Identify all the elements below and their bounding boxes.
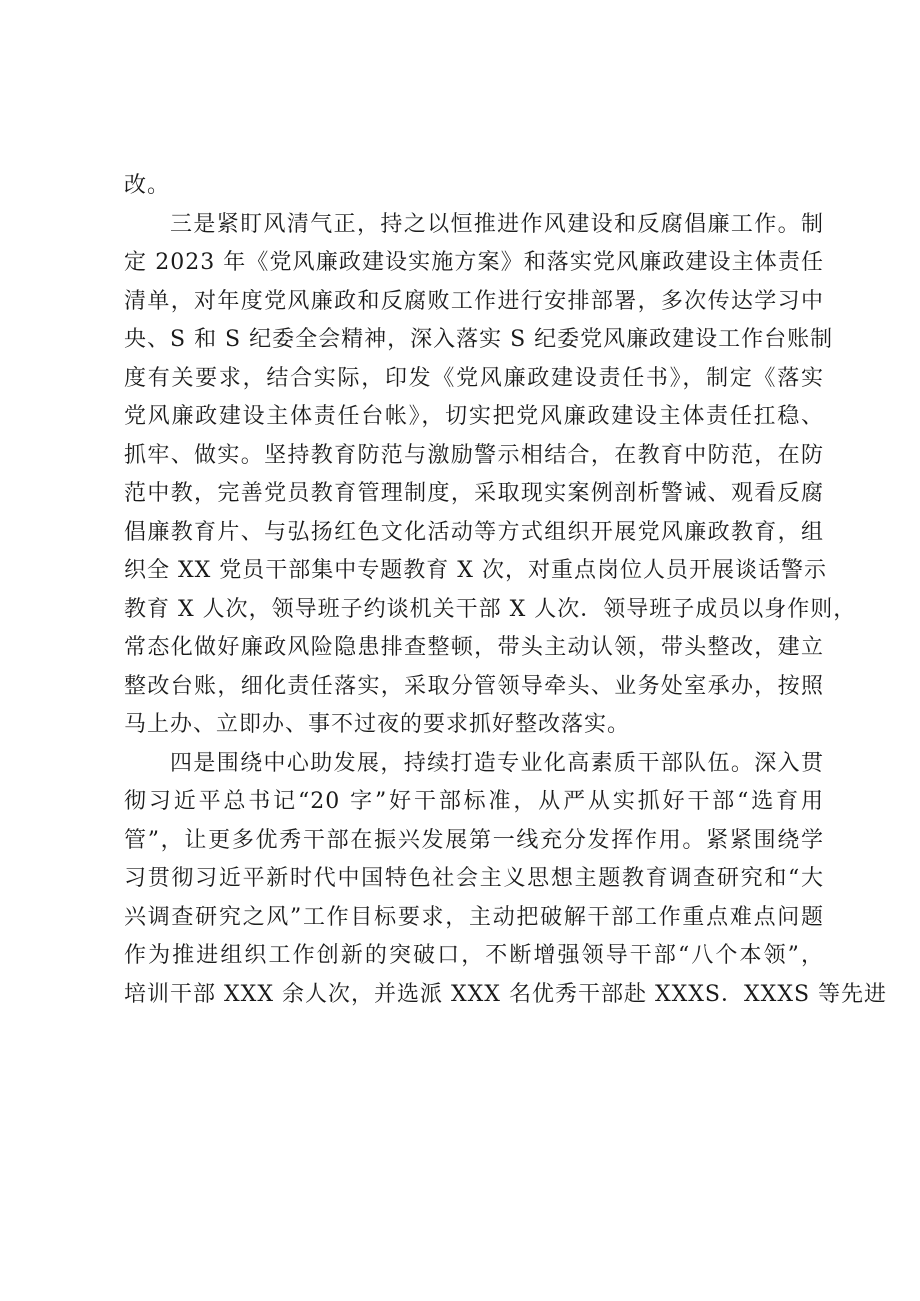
- text-line: 党风廉政建设主体责任台帐》，切实把党风廉政建设主体责任扛稳、: [124, 404, 824, 429]
- text-line: 清单，对年度党风廉政和反腐败工作进行安排部署，多次传达学习中: [124, 288, 824, 314]
- text-line: 培训干部 XXX 余人次，并选派 XXX 名优秀干部赴 XXXS．XXXS 等先进: [124, 981, 888, 1007]
- text-line: 度有关要求，结合实际，印发《党风廉政建设责任书》，制定《落实: [124, 365, 824, 391]
- text-line: 整改台账，细化责任落实，采取分管领导牵头、业务处室承办，按照: [124, 673, 824, 699]
- text-line: 定 2023 年《党风廉政建设实施方案》和落实党风廉政建设主体责任: [124, 250, 824, 275]
- paragraph-start-line: 三是紧盯风清气正，持之以恒推进作风建设和反腐倡廉工作。制: [170, 211, 824, 237]
- text-line: 倡廉教育片、与弘扬红色文化活动等方式组织开展党风廉政教育，组: [124, 519, 824, 545]
- text-line: 改。: [124, 173, 171, 198]
- text-line: 彻习近平总书记“20 字”好干部标准，从严从实抓好干部“选育用: [124, 789, 824, 814]
- text-line: 织全 XX 党员干部集中专题教育 X 次，对重点岗位人员开展谈话警示: [124, 558, 827, 583]
- text-line: 兴调查研究之风”工作目标要求，主动把破解干部工作重点难点问题: [124, 904, 824, 930]
- text-line: 马上办、立即办、事不过夜的要求抓好整改落实。: [124, 712, 631, 737]
- document-page: [124, 167, 888, 1014]
- text-line: 抓牢、做实。坚持教育防范与激励警示相结合，在教育中防范，在防: [124, 442, 824, 468]
- paragraph-start-line: 四是围绕中心助发展，持续打造专业化高素质干部队伍。深入贯: [170, 750, 824, 776]
- text-line: 央、S 和 S 纪委全会精神，深入落实 S 纪委党风廉政建设工作台账制: [124, 327, 834, 352]
- text-line: 作为推进组织工作创新的突破口，不断增强领导干部“八个本领”，: [124, 943, 824, 968]
- text-line: 范中教，完善党员教育管理制度，采取现实案例剖析警诫、观看反腐: [124, 481, 824, 506]
- text-line: 习贯彻习近平新时代中国特色社会主义思想主题教育调查研究和“大: [124, 866, 824, 891]
- text-line: 管”，让更多优秀干部在振兴发展第一线充分发挥作用。紧紧围绕学: [124, 827, 824, 853]
- text-line: 常态化做好廉政风险隐患排查整顿，带头主动认领，带头整改，建立: [124, 635, 824, 660]
- text-line: 教育 X 人次，领导班子约谈机关干部 X 人次．领导班子成员以身作则，: [124, 596, 857, 622]
